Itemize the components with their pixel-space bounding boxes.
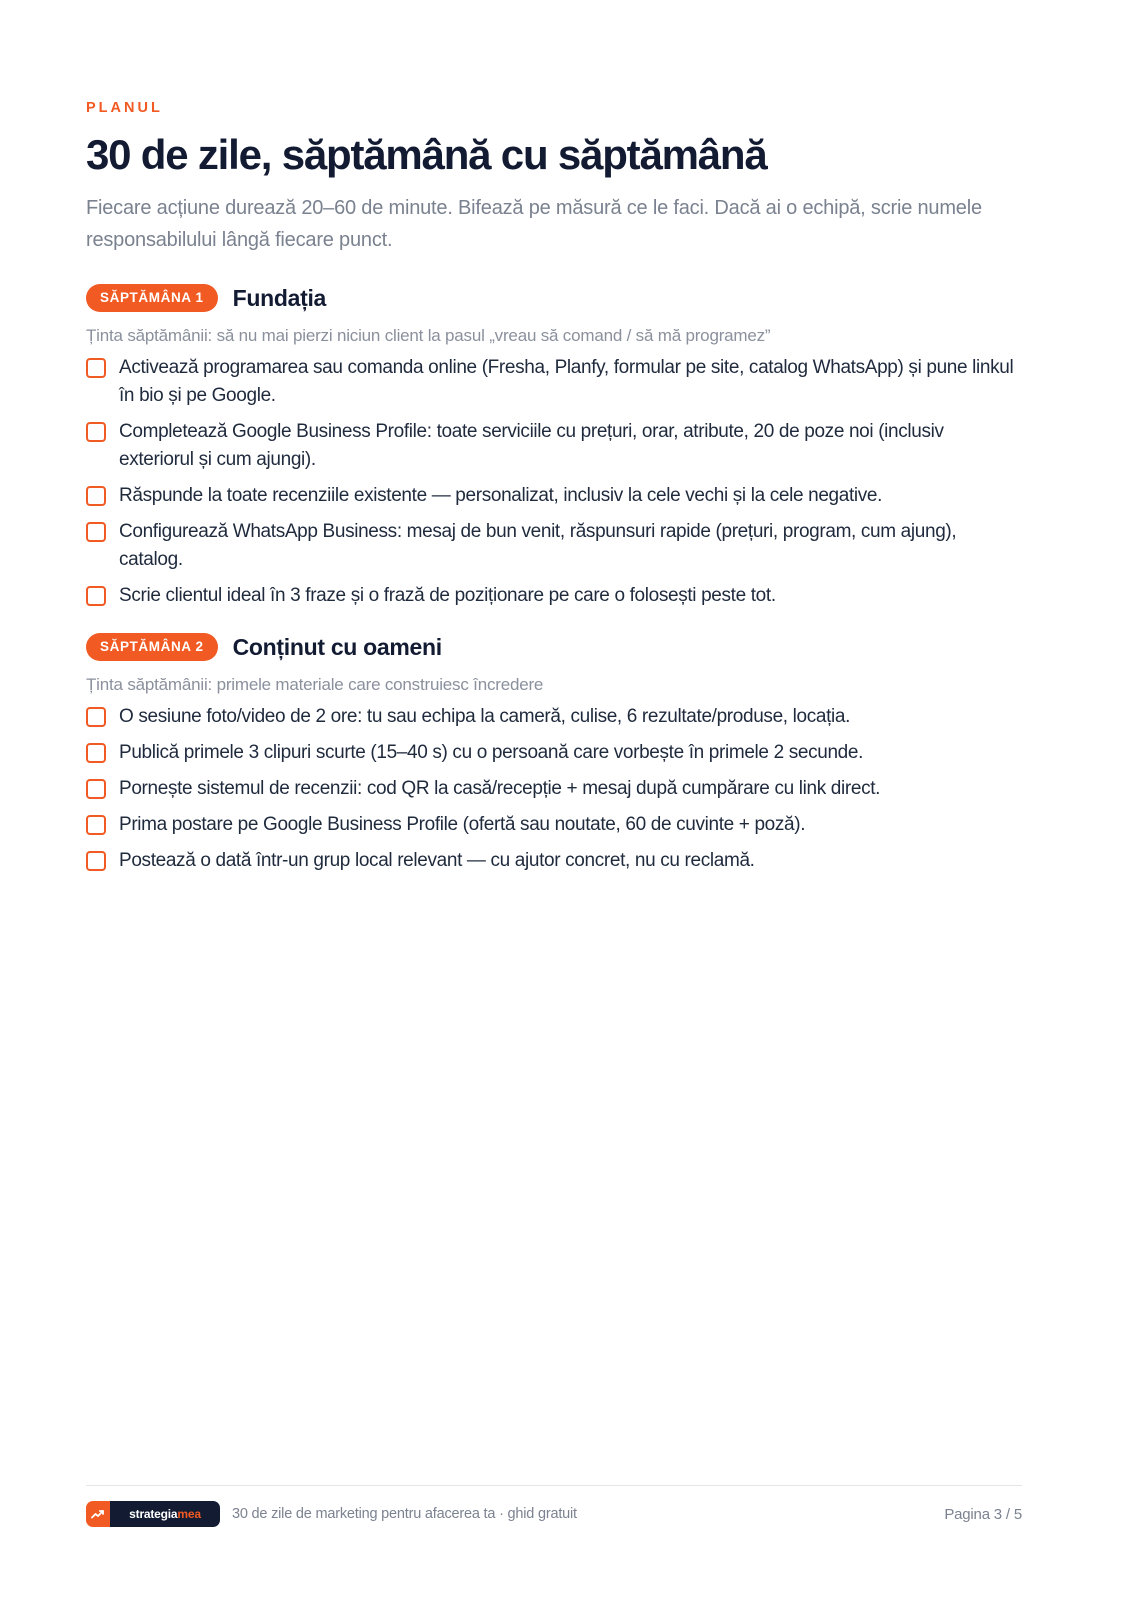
week-2-badge: SĂPTĂMÂNA 2 bbox=[86, 633, 218, 661]
task-checkbox[interactable] bbox=[86, 779, 106, 799]
task-text: Publică primele 3 clipuri scurte (15–40 s) cu o persoană care vorbește în primele 2 secunde. bbox=[119, 742, 864, 763]
page-title: 30 de zile, săptămână cu săptămână bbox=[86, 131, 767, 178]
task-checkbox[interactable] bbox=[86, 586, 106, 606]
task-checkbox[interactable] bbox=[86, 815, 106, 835]
task-text: Răspunde la toate recenziile existente — personalizat, inclusiv la cele vechi și la cele negative. bbox=[119, 485, 883, 506]
task-text: Prima postare pe Google Business Profile (ofertă sau noutate, 60 de cuvinte + poză). bbox=[119, 814, 806, 835]
week-1-task-list bbox=[86, 354, 1022, 610]
task-text: Postează o dată într-un grup local relevant — cu ajutor concret, nu cu reclamă. bbox=[119, 850, 755, 871]
week-1-title: Fundația bbox=[232, 284, 327, 311]
task-checkbox[interactable] bbox=[86, 522, 106, 542]
week-2-section bbox=[86, 630, 1022, 875]
task-item bbox=[86, 739, 1022, 767]
brand-wordmark bbox=[110, 1501, 220, 1527]
task-text: Completează Google Business Profile: toate serviciile cu prețuri, orar, atribute, 20 de poze noi (inclusiv exteriorul și cum ajungi). bbox=[119, 421, 944, 470]
task-checkbox[interactable] bbox=[86, 743, 106, 763]
brand-name-main: strategia bbox=[129, 1507, 178, 1521]
brand-logo bbox=[86, 1501, 220, 1527]
page-footer bbox=[86, 1501, 1022, 1527]
page-number: Pagina 3 / 5 bbox=[944, 1505, 1022, 1523]
week-2-task-list bbox=[86, 703, 1022, 875]
task-item bbox=[86, 354, 1022, 410]
section-label: PLANUL bbox=[86, 100, 163, 116]
task-text: Scrie clientul ideal în 3 fraze și o frază de poziționare pe care o folosești peste tot. bbox=[119, 585, 776, 606]
task-item bbox=[86, 847, 1022, 875]
week-2-header bbox=[86, 630, 1022, 664]
task-item bbox=[86, 775, 1022, 803]
intro-paragraph: Fiecare acțiune durează 20–60 de minute. Bifează pe măsură ce le faci. Dacă ai o echipă, scrie numele responsabilului lângă fiecare punct. bbox=[86, 197, 982, 251]
task-item bbox=[86, 811, 1022, 839]
brand-name-accent: mea bbox=[177, 1507, 201, 1521]
week-1-badge: SĂPTĂMÂNA 1 bbox=[86, 284, 218, 312]
footer-tagline: 30 de zile de marketing pentru afacerea ta · ghid gratuit bbox=[232, 1506, 577, 1522]
task-item bbox=[86, 518, 1022, 574]
task-item bbox=[86, 418, 1022, 474]
task-text: Activează programarea sau comanda online (Fresha, Planfy, formular pe site, catalog WhatsApp) și pune linkul în bio și pe Google. bbox=[119, 357, 1014, 406]
task-checkbox[interactable] bbox=[86, 486, 106, 506]
week-1-header bbox=[86, 281, 1022, 315]
task-checkbox[interactable] bbox=[86, 851, 106, 871]
week-1-target: Ținta săptămânii: să nu mai pierzi niciun client la pasul „vreau să comand / să mă programez” bbox=[86, 326, 771, 345]
task-item bbox=[86, 482, 1022, 510]
task-checkbox[interactable] bbox=[86, 707, 106, 727]
document-page bbox=[86, 0, 1022, 883]
task-text: O sesiune foto/video de 2 ore: tu sau echipa la cameră, culise, 6 rezultate/produse, locația. bbox=[119, 706, 851, 727]
task-item bbox=[86, 582, 1022, 610]
trend-up-icon bbox=[86, 1501, 110, 1527]
task-item bbox=[86, 703, 1022, 731]
task-text: Configurează WhatsApp Business: mesaj de bun venit, răspunsuri rapide (prețuri, program, cum ajung), catalog. bbox=[119, 521, 957, 570]
task-checkbox[interactable] bbox=[86, 358, 106, 378]
week-2-title: Conținut cu oameni bbox=[232, 633, 442, 660]
week-1-section bbox=[86, 281, 1022, 610]
week-2-target: Ținta săptămânii: primele materiale care construiesc încredere bbox=[86, 675, 544, 694]
task-text: Pornește sistemul de recenzii: cod QR la casă/recepție + mesaj după cumpărare cu link direct. bbox=[119, 778, 881, 799]
task-checkbox[interactable] bbox=[86, 422, 106, 442]
footer-divider bbox=[86, 1485, 1022, 1486]
